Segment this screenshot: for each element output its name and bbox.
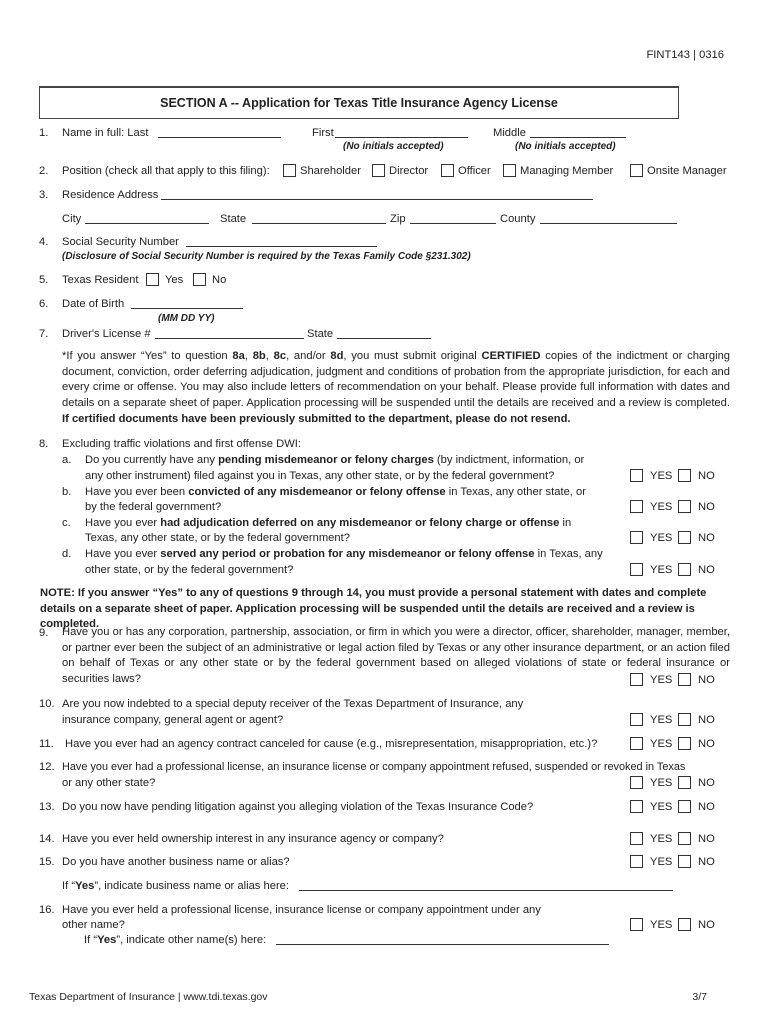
q8a-yes-label: YES: [650, 470, 673, 482]
q8a-yes-checkbox[interactable]: [630, 469, 643, 482]
q8d-yes-checkbox[interactable]: [630, 563, 643, 576]
q12-no-checkbox[interactable]: [678, 776, 691, 789]
q8b-letter: b.: [62, 486, 72, 498]
texas-resident-no-label: No: [212, 274, 227, 286]
q8c-yes-label: YES: [650, 532, 673, 544]
q11-no-label: NO: [698, 738, 715, 750]
q14-yes-checkbox[interactable]: [630, 832, 643, 845]
q16-text-line2: other name?: [62, 919, 125, 931]
q2-label: Position (check all that apply to this filing):: [62, 165, 270, 177]
shareholder-label: Shareholder: [300, 165, 361, 177]
director-label: Director: [389, 165, 429, 177]
q1-number: 1.: [39, 127, 49, 139]
dl-state-field[interactable]: [337, 327, 431, 339]
q15-no-label: NO: [698, 856, 715, 868]
q8d-yes-label: YES: [650, 564, 673, 576]
q8b-no-checkbox[interactable]: [678, 500, 691, 513]
q8b-no-label: NO: [698, 501, 715, 513]
texas-resident-yes-checkbox[interactable]: [146, 273, 159, 286]
q15-if-yes-label: If “Yes”, indicate business name or alias here:: [62, 880, 289, 892]
q6-number: 6.: [39, 298, 49, 310]
business-name-alias-field[interactable]: [299, 879, 673, 891]
q12-text: Have you ever had a professional license, an insurance license or company appointment refused, suspended or revoked in Texas: [62, 761, 686, 773]
texas-resident-label: Texas Resident: [62, 274, 139, 286]
q12-number: 12.: [39, 761, 55, 773]
middle-name-field[interactable]: [530, 126, 626, 138]
texas-resident-yes-label: Yes: [165, 274, 184, 286]
q16-no-label: NO: [698, 919, 715, 931]
q1-first-label: First: [312, 127, 334, 139]
q8-label: Excluding traffic violations and first offense DWI:: [62, 438, 301, 450]
section-title: SECTION A -- Application for Texas Title Insurance Agency License: [160, 96, 558, 110]
q10-number: 10.: [39, 698, 55, 710]
q13-number: 13.: [39, 801, 55, 813]
q16-no-checkbox[interactable]: [678, 918, 691, 931]
q16-yes-label: YES: [650, 919, 673, 931]
q8d-letter: d.: [62, 548, 72, 560]
dob-field[interactable]: [131, 297, 243, 309]
q8a-no-label: NO: [698, 470, 715, 482]
q16-number: 16.: [39, 904, 55, 916]
q9-text: Have you or has any corporation, partnership, association, or firm in which you were a director, officer, shareholder, manager, member, or partner ever been the subject of an administrative or legal action filed by Texas or any other insurance department, or an action filed on behalf of Texas or any other state or by the federal government based on alleged violations of state or federal insurance or securities laws?: [62, 626, 730, 686]
q11-number: 11.: [39, 738, 54, 750]
city-label: City: [62, 213, 82, 225]
q13-no-label: NO: [698, 801, 715, 813]
state-field[interactable]: [252, 212, 386, 224]
dob-note: (MM DD YY): [158, 313, 215, 324]
q14-no-label: NO: [698, 833, 715, 845]
q9-no-checkbox[interactable]: [678, 673, 691, 686]
q9-yes-label: YES: [650, 674, 673, 686]
q8c-no-checkbox[interactable]: [678, 531, 691, 544]
managing-member-label: Managing Member: [520, 165, 614, 177]
ssn-field[interactable]: [186, 235, 377, 247]
last-name-field[interactable]: [158, 126, 281, 138]
q15-yes-checkbox[interactable]: [630, 855, 643, 868]
drivers-license-field[interactable]: [155, 327, 304, 339]
officer-checkbox[interactable]: [441, 164, 454, 177]
officer-label: Officer: [458, 165, 491, 177]
director-checkbox[interactable]: [372, 164, 385, 177]
q8b-text-line2: by the federal government?: [85, 501, 222, 513]
q8a-text-line2: any other instrument) filed against you in Texas, any other state, or by the federal government?: [85, 470, 555, 482]
q8a-letter: a.: [62, 454, 72, 466]
other-names-field[interactable]: [276, 933, 609, 945]
q8c-letter: c.: [62, 517, 71, 529]
drivers-license-label: Driver's License #: [62, 328, 151, 340]
q13-yes-label: YES: [650, 801, 673, 813]
q1-middle-label: Middle: [493, 127, 526, 139]
q10-yes-label: YES: [650, 714, 673, 726]
first-name-note: (No initials accepted): [343, 141, 444, 152]
shareholder-checkbox[interactable]: [283, 164, 296, 177]
q10-no-label: NO: [698, 714, 715, 726]
dob-label: Date of Birth: [62, 298, 125, 310]
q2-number: 2.: [39, 165, 49, 177]
q15-yes-label: YES: [650, 856, 673, 868]
onsite-manager-checkbox[interactable]: [630, 164, 643, 177]
q8d-text-line2: other state, or by the federal government?: [85, 564, 294, 576]
note-statement: NOTE: If you answer “Yes” to any of questions 9 through 14, you must provide a personal statement with dates and complete details on a separate sheet of paper. Application processing will be suspended until the details are received and a review is completed.: [40, 587, 707, 631]
page-number: 3/7: [692, 991, 707, 1003]
ssn-note: (Disclosure of Social Security Number is required by the Texas Family Code §231.302): [62, 251, 471, 262]
q8d-text: Have you ever served any period or probation for any misdemeanor or felony offense in Texas, any: [85, 548, 603, 560]
q13-text: Do you now have pending litigation against you alleging violation of the Texas Insurance Code?: [62, 801, 534, 813]
q12-yes-checkbox[interactable]: [630, 776, 643, 789]
q10-text: Are you now indebted to a special deputy receiver of the Texas Department of Insurance, any: [62, 698, 524, 710]
middle-name-note: (No initials accepted): [515, 141, 616, 152]
q11-no-checkbox[interactable]: [678, 737, 691, 750]
q14-text: Have you ever held ownership interest in any insurance agency or company?: [62, 833, 444, 845]
q7-number: 7.: [39, 328, 49, 340]
q10-text-line2: insurance company, general agent or agent?: [62, 714, 284, 726]
q13-no-checkbox[interactable]: [678, 800, 691, 813]
ssn-label: Social Security Number: [62, 236, 179, 248]
q12-text-line2: or any other state?: [62, 777, 156, 789]
q8d-no-checkbox[interactable]: [678, 563, 691, 576]
q16-yes-checkbox[interactable]: [630, 918, 643, 931]
managing-member-checkbox[interactable]: [503, 164, 516, 177]
q14-no-checkbox[interactable]: [678, 832, 691, 845]
q1-last-label: Name in full: Last: [62, 127, 149, 139]
q8a-no-checkbox[interactable]: [678, 469, 691, 482]
q8b-text: Have you ever been convicted of any misdemeanor or felony offense in Texas, any other state, or: [85, 486, 586, 498]
dl-state-label: State: [307, 328, 334, 340]
q8-number: 8.: [39, 438, 49, 450]
zip-field[interactable]: [410, 212, 496, 224]
q15-number: 15.: [39, 856, 55, 868]
residence-address-label: Residence Address: [62, 189, 159, 201]
city-field[interactable]: [85, 212, 209, 224]
county-field[interactable]: [540, 212, 677, 224]
section-title-box: [39, 86, 679, 119]
q8c-no-label: NO: [698, 532, 715, 544]
q9-no-label: NO: [698, 674, 715, 686]
q8b-yes-checkbox[interactable]: [630, 500, 643, 513]
q15-no-checkbox[interactable]: [678, 855, 691, 868]
q8d-no-label: NO: [698, 564, 715, 576]
q4-number: 4.: [39, 236, 49, 248]
q12-no-label: NO: [698, 777, 715, 789]
residence-address-field[interactable]: [161, 188, 593, 200]
texas-resident-no-checkbox[interactable]: [193, 273, 206, 286]
zip-label: Zip: [390, 213, 406, 225]
q5-number: 5.: [39, 274, 49, 286]
q8c-text: Have you ever had adjudication deferred on any misdemeanor or felony charge or offense in: [85, 517, 572, 529]
q16-if-yes-label: If “Yes”, indicate other name(s) here:: [84, 934, 267, 946]
q9-yes-checkbox[interactable]: [630, 673, 643, 686]
q16-text: Have you ever held a professional license, insurance license or company appointment under any: [62, 904, 541, 916]
q14-yes-label: YES: [650, 833, 673, 845]
q8b-yes-label: YES: [650, 501, 673, 513]
state-label: State: [220, 213, 247, 225]
county-label: County: [500, 213, 536, 225]
q14-number: 14.: [39, 833, 55, 845]
q11-yes-label: YES: [650, 738, 673, 750]
q8c-text-line2: Texas, any other state, or by the federal government?: [85, 532, 350, 544]
q10-no-checkbox[interactable]: [678, 713, 691, 726]
first-name-field[interactable]: [335, 126, 468, 138]
onsite-manager-label: Onsite Manager: [647, 165, 727, 177]
q8c-yes-checkbox[interactable]: [630, 531, 643, 544]
q10-yes-checkbox[interactable]: [630, 713, 643, 726]
certified-documents-instruction: *If you answer “Yes” to question 8a, 8b, 8c, and/or 8d, you must submit original CERTIFIED copies of the indictment or charging document, conviction, order deferring adjudication, judgment and conditions of probation from the appropriate jurisdiction, for each and every crime or offense. You may also include letters of recommendation on your behalf. Please provide full information with dates and details on a separate sheet of paper. Application processing will be suspended until the details are received and a review is completed. If certified documents have been previously submitted to the department, please do not resend.: [62, 350, 731, 425]
q12-yes-label: YES: [650, 777, 673, 789]
q9-number: 9.: [39, 627, 49, 639]
form-code: FINT143 | 0316: [646, 49, 724, 61]
footer-agency: Texas Department of Insurance | www.tdi.texas.gov: [29, 991, 268, 1003]
q8a-text: Do you currently have any pending misdemeanor or felony charges (by indictment, information, or: [85, 454, 585, 466]
q3-number: 3.: [39, 189, 49, 201]
q15-text: Do you have another business name or alias?: [62, 856, 290, 868]
q11-yes-checkbox[interactable]: [630, 737, 643, 750]
q11-text: Have you ever had an agency contract canceled for cause (e.g., misrepresentation, misappropriation, etc.)?: [65, 738, 598, 750]
q13-yes-checkbox[interactable]: [630, 800, 643, 813]
